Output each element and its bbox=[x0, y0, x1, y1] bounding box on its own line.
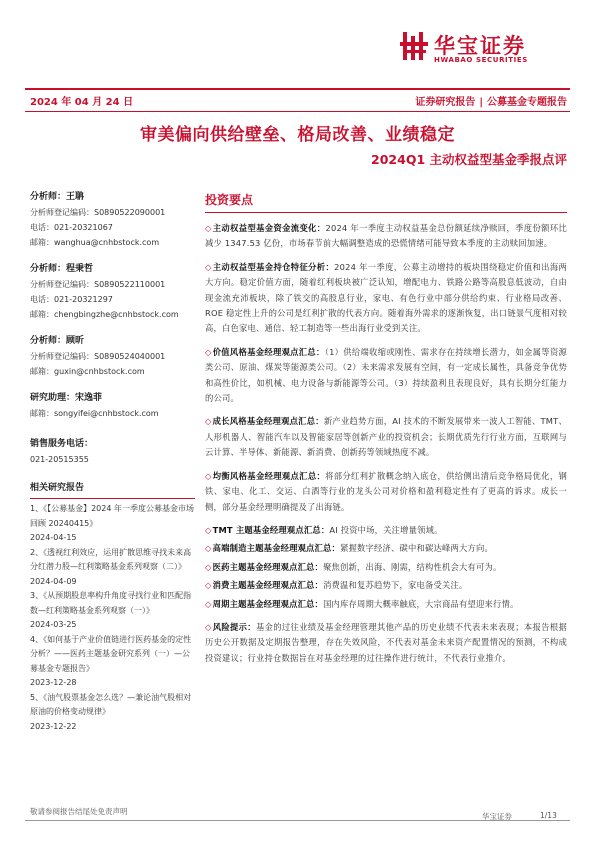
diamond-bullet-icon: ◇ bbox=[205, 561, 212, 572]
logo-english-text: HWABAO SECURITIES bbox=[434, 56, 528, 64]
research-assistant-name: 研究助理：宋逸菲 bbox=[30, 393, 103, 403]
report-subtitle: 2024Q1 主动权益型基金季报点评 bbox=[371, 152, 567, 167]
highlight-paragraph bbox=[205, 523, 567, 538]
analyst-phone: 电话：021-20321297 bbox=[30, 295, 113, 304]
highlight-paragraph bbox=[205, 469, 567, 515]
highlight-lead: 主动权益型基金持仓特征分析： bbox=[212, 261, 335, 272]
footer-brand: 华宝证券 bbox=[482, 812, 512, 821]
analyst-cert: 分析师登记编码：S0890522090001 bbox=[30, 208, 166, 217]
related-report-date: 2024-03-25 bbox=[30, 620, 77, 629]
related-report-title: 1、《【公募基金】2024 年一季度公募基金市场回顾 20240415》 bbox=[30, 504, 194, 528]
diamond-bullet-icon: ◇ bbox=[205, 524, 212, 535]
highlight-body: 2024 年一季度主动权益基金总份额延续净赎回，季度份额环比减少 1347.53 亿份，市场春节前大幅调整造成的恐慌情绪可能导致本季度的主动赎回加速。 bbox=[205, 223, 567, 249]
highlight-body: 将部分红利扩散概念纳入底仓，供给侧出清后竞争格局优化，钢铁、家电、化工、交运、白酒等行业的龙头公司对价格和盈利稳定性有了更高的诉求。成长一侧，部分基金经理明确提及了出海链。 bbox=[205, 470, 567, 512]
research-assistant-email[interactable]: 邮箱：songyifei@cnhbstock.com bbox=[30, 409, 159, 418]
highlight-lead: 价值风格基金经理观点汇总： bbox=[212, 346, 325, 357]
related-report-date: 2023-12-28 bbox=[30, 678, 77, 687]
related-report-item[interactable] bbox=[30, 633, 195, 691]
highlight-lead: 均衡风格基金经理观点汇总： bbox=[212, 470, 326, 481]
header-rule bbox=[25, 88, 570, 90]
related-report-item[interactable] bbox=[30, 589, 195, 633]
analyst-cert: 分析师登记编码：S0890522110001 bbox=[30, 280, 166, 289]
related-report-date: 2023-12-22 bbox=[30, 721, 77, 731]
highlight-paragraph bbox=[205, 578, 567, 593]
highlight-body: 国内库存周期大概率触底，大宗商品有望迎来行情。 bbox=[323, 598, 519, 609]
highlight-paragraph bbox=[205, 260, 567, 337]
investment-highlights bbox=[205, 191, 567, 674]
highlight-body: 新产业趋势方面，AI 技术的不断发展带来一波人工智能、TMT、人形机器人、智能汽车以及智能家居等创新产业的投资机会；长期优质先行行业方面，互联网与云计算、半导体、新能源、新消费、创新药等领域热度不减。 bbox=[205, 416, 567, 458]
diamond-bullet-icon: ◇ bbox=[205, 470, 212, 481]
risk-warning bbox=[205, 620, 567, 666]
page-number: 1/13 bbox=[540, 811, 557, 820]
related-reports-header: 相关研究报告 bbox=[30, 483, 85, 493]
diamond-bullet-icon: ◇ bbox=[205, 223, 212, 233]
highlight-paragraph bbox=[205, 541, 567, 556]
analyst-phone: 电话：021-20321067 bbox=[30, 223, 113, 232]
analyst-name: 分析师：程秉哲 bbox=[30, 264, 94, 274]
logo-mark-icon bbox=[400, 30, 430, 62]
report-date: 2024 年 04 月 24 日 bbox=[30, 97, 134, 108]
analyst-cert: 分析师登记编码：S0890524040001 bbox=[30, 352, 166, 361]
report-type-primary: 证券研究报告 bbox=[415, 97, 476, 108]
highlight-lead: 消费主题基金经理观点汇总： bbox=[212, 580, 324, 591]
highlight-lead: 主动权益型基金资金流变化： bbox=[212, 223, 326, 233]
sales-phone-label: 销售服务电话： bbox=[30, 439, 94, 449]
highlight-lead: 成长风格基金经理观点汇总： bbox=[212, 416, 324, 427]
header-rule-secondary bbox=[25, 111, 570, 112]
related-report-title: 5、《油气股票基金怎么选？—兼论油气股相对原油的价格变动规律》 bbox=[30, 692, 192, 716]
related-report-title: 4、《如何基于产业价值链进行医药基金的定性分析？——医药主题基金研究系列（一）—公募基金专题报告》 bbox=[30, 634, 192, 673]
highlight-paragraph bbox=[205, 345, 567, 407]
related-reports-rule bbox=[30, 498, 195, 499]
related-report-item[interactable] bbox=[30, 546, 195, 590]
risk-warning-lead: 风险提示： bbox=[212, 621, 256, 632]
highlight-lead: 医药主题基金经理观点汇总： bbox=[212, 561, 324, 572]
sales-phone: 021-20515355 bbox=[30, 455, 89, 464]
investment-highlights-rule bbox=[205, 212, 567, 213]
highlight-paragraph bbox=[205, 560, 567, 575]
related-report-date: 2024-04-09 bbox=[30, 576, 77, 586]
investment-highlights-title: 投资要点 bbox=[205, 193, 254, 207]
related-report-title: 3、《从预期股息率构升角度寻找行业和匹配指数—红利策略基金系列观察（一）》 bbox=[30, 591, 192, 615]
related-report-item[interactable] bbox=[30, 691, 195, 735]
diamond-bullet-icon: ◇ bbox=[205, 543, 212, 554]
diamond-bullet-icon: ◇ bbox=[205, 598, 212, 609]
diamond-bullet-icon: ◇ bbox=[205, 580, 212, 591]
diamond-bullet-icon: ◇ bbox=[205, 621, 212, 632]
highlight-lead: TMT 主题基金经理观点汇总： bbox=[212, 524, 330, 535]
analyst-name: 分析师：顾昕 bbox=[30, 336, 85, 346]
report-type bbox=[415, 93, 567, 108]
left-sidebar bbox=[30, 190, 195, 734]
analyst-email[interactable]: 邮箱：wanghua@cnhbstock.com bbox=[30, 238, 160, 247]
report-type-secondary: 公募基金专题报告 bbox=[487, 97, 567, 108]
highlight-body: 紧握数字经济、碳中和碳达峰两大方向。 bbox=[340, 543, 494, 554]
diamond-bullet-icon: ◇ bbox=[205, 346, 212, 357]
analyst-email[interactable]: 邮箱：chengbingzhe@cnhbstock.com bbox=[30, 310, 179, 319]
logo-chinese-text: 华宝证券 bbox=[434, 34, 526, 58]
company-logo bbox=[400, 30, 570, 70]
footer-disclaimer: 敬请参阅报告结尾处免责声明 bbox=[30, 807, 128, 816]
highlight-body: AI 投资中场，关注增量领域。 bbox=[329, 524, 443, 535]
highlight-paragraph bbox=[205, 597, 567, 612]
highlight-body: （1）供给端收缩或刚性、需求存在持续增长潜力，如金属等资源类公司、原油、煤炭等能源类公司。（2）未来需求发展有空间，有一定成长属性，具备竞争优势和高性价比，如机械、电力设备与新能源等公司。（3）持续盈利且表现良好，具有长期分红能力的公司。 bbox=[205, 346, 567, 404]
related-report-date: 2024-04-15 bbox=[30, 533, 77, 542]
analyst-email[interactable]: 邮箱：guxin@cnhbstock.com bbox=[30, 367, 145, 376]
risk-warning-body: 基金的过往业绩及基金经理管理其他产品的历史业绩不代表未来表现；本报告根据历史公开数据及定期报告整理，存在失效风险，不代表对基金未来资产配置情况的预测，不构成投资建议；行业持仓数据旨在对基金经理的过往操作进行统计，不代表行业推介。 bbox=[205, 621, 567, 663]
highlight-paragraph bbox=[205, 221, 567, 252]
highlight-paragraph bbox=[205, 414, 567, 460]
highlight-body: 2024 年一季度，公募主动增持的板块围绕稳定价值和出海两大方向。稳定价值方面，随着红利板块被广泛认知，增配电力、铁路公路等高股息低波动，自由现金流充沛板块，除了铁交的高股息行业，家电、有色行业中部分供给约束、行业格局改善、ROE 稳定性上升的公司是红利扩散的代表方向。随着海外需求的逐渐恢复，出口链景气度相对较高，白色家电、通信、轻工制造等一些出海行业受到关注。 bbox=[205, 261, 567, 334]
related-report-title: 2、《透视红利效应，运用扩散思维寻找未来高分红潜力股—红利策略基金系列观察（二）》 bbox=[30, 547, 192, 571]
highlight-body: 聚焦创新，出海、刚需，结构性机会大有可为。 bbox=[323, 561, 502, 572]
report-type-separator: | bbox=[479, 97, 483, 108]
highlight-lead: 周期主题基金经理观点汇总： bbox=[212, 598, 324, 609]
related-report-item[interactable] bbox=[30, 502, 195, 546]
diamond-bullet-icon: ◇ bbox=[205, 416, 212, 427]
report-title: 审美偏向供给壁垒、格局改善、业绩稳定 bbox=[140, 125, 455, 145]
analyst-name: 分析师：王聃 bbox=[30, 192, 85, 202]
highlight-body: 消费温和复苏趋势下，家电备受关注。 bbox=[323, 580, 468, 591]
diamond-bullet-icon: ◇ bbox=[205, 261, 212, 272]
highlight-lead: 高端制造主题基金经理观点汇总： bbox=[212, 543, 341, 554]
